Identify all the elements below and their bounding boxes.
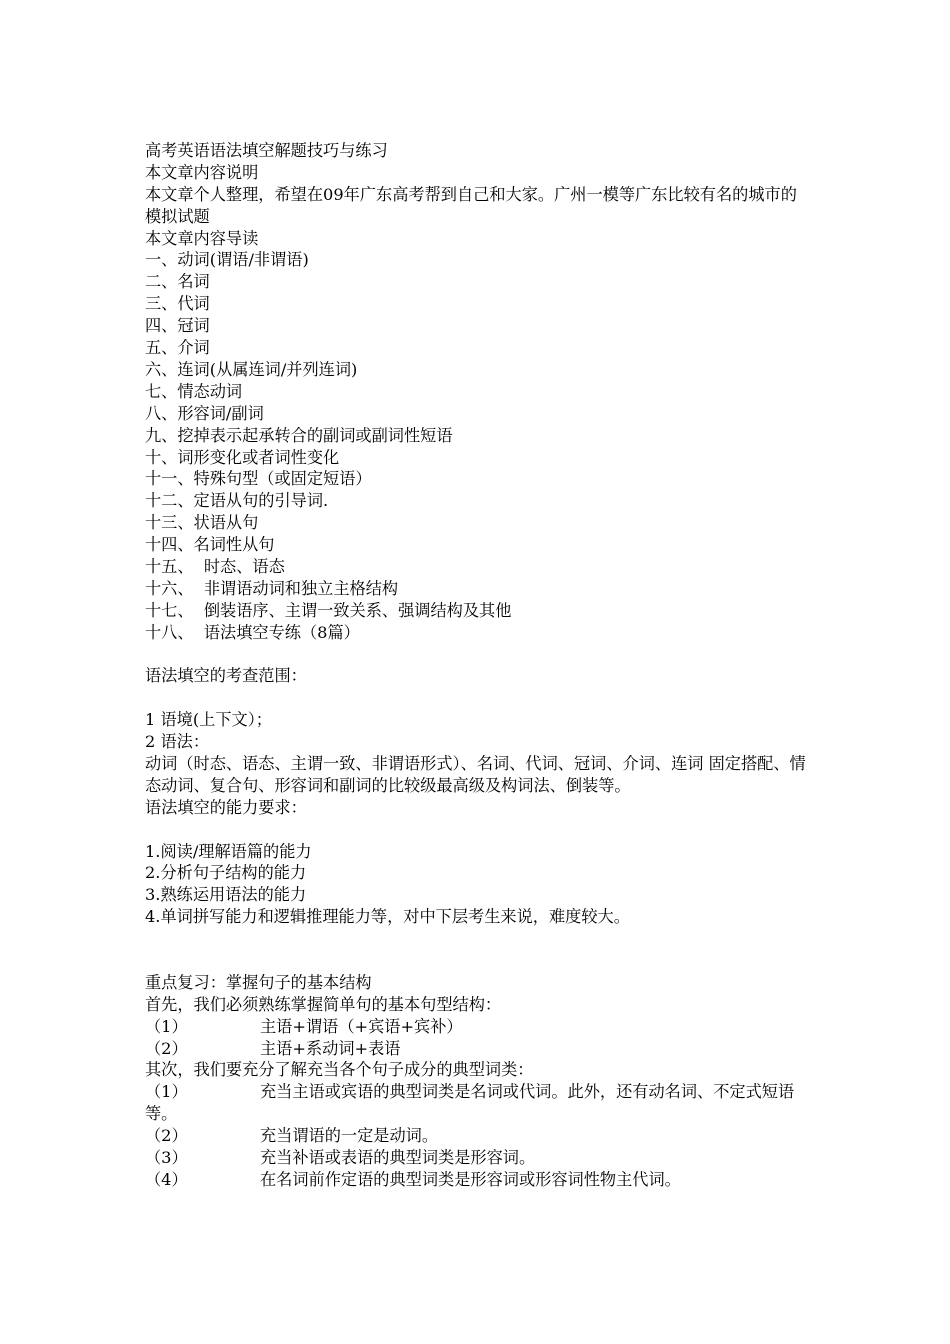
pattern-row: [145, 1016, 810, 1038]
spacer: [145, 644, 810, 666]
word-class-number: （3）: [145, 1148, 188, 1168]
ability-item: 2.分析句子结构的能力: [145, 863, 307, 883]
word-class-text: 充当谓语的一定是动词。: [260, 1126, 439, 1146]
word-class-number: （1）: [145, 1082, 188, 1102]
toc-item: 六、连词(从属连词/并列连词): [145, 359, 358, 379]
toc-item: 十二、定语从句的引导词.: [145, 491, 329, 511]
word-class-text: 在名词前作定语的典型词类是形容词或形容词性物主代词。: [260, 1169, 681, 1189]
toc-item: 十四、名词性从句: [145, 535, 275, 555]
word-class-row: [145, 1081, 810, 1125]
toc-item: 七、情态动词: [145, 381, 243, 401]
word-class-row: [145, 1125, 810, 1147]
guide-heading: 本文章内容导读: [145, 228, 259, 248]
toc-item: 八、形容词/副词: [145, 403, 264, 423]
pattern-row: [145, 1038, 810, 1060]
review-heading: 重点复习：掌握句子的基本结构: [145, 972, 372, 992]
pattern-text: 主语+系动词+表语: [260, 1038, 401, 1058]
scope-heading: 语法填空的考查范围：: [145, 666, 307, 686]
spacer: [145, 928, 810, 950]
ability-item: 1.阅读/理解语篇的能力: [145, 841, 312, 861]
toc-item: 一、动词(谓语/非谓语): [145, 250, 309, 270]
word-class-row: [145, 1169, 810, 1191]
scope-item: 1 语境(上下文）；: [145, 710, 272, 730]
toc-item: 十、词形变化或者词性变化: [145, 447, 340, 467]
toc-item: 十五、 时态、语态: [145, 556, 285, 576]
word-class-number: （2）: [145, 1126, 188, 1146]
spacer: [145, 687, 810, 709]
word-class-text: 充当补语或表语的典型词类是形容词。: [260, 1148, 536, 1168]
intro-text: 本文章个人整理，希望在09年广东高考帮到自己和大家。广州一模等广东比较有名的城市的模拟试题: [145, 184, 797, 226]
toc-item: 四、冠词: [145, 316, 210, 336]
pattern-number: （2）: [145, 1038, 188, 1058]
spacer: [145, 819, 810, 841]
pattern-text: 主语+谓语（+宾语+宾补）: [260, 1016, 463, 1036]
toc-item: 十八、 语法填空专练（8篇）: [145, 622, 360, 642]
table-of-contents: [145, 249, 810, 643]
toc-item: 十六、 非谓语动词和独立主格结构: [145, 578, 399, 598]
first-intro: 首先，我们必须熟练掌握简单句的基本句型结构：: [145, 994, 502, 1014]
word-class-row: [145, 1147, 810, 1169]
toc-item: 十三、状语从句: [145, 513, 259, 533]
toc-item: 三、代词: [145, 294, 210, 314]
toc-item: 十一、特殊句型（或固定短语）: [145, 469, 372, 489]
scope-item: 2 语法：: [145, 732, 210, 752]
toc-item: 二、名词: [145, 272, 210, 292]
second-intro: 其次，我们要充分了解充当各个句子成分的典型词类：: [145, 1060, 534, 1080]
toc-item: 五、介词: [145, 338, 210, 358]
document-title: 高考英语语法填空解题技巧与练习: [145, 141, 388, 160]
toc-item: 十七、 倒装语序、主谓一致关系、强调结构及其他: [145, 600, 512, 620]
spacer: [145, 950, 810, 972]
intro-heading: 本文章内容说明: [145, 162, 259, 182]
document-page: [145, 140, 810, 1191]
word-class-text: 充当主语或宾语的典型词类是名词或代词。此外，还有动名词、不定式短语等。: [145, 1082, 795, 1124]
scope-detail: 动词（时态、语态、主谓一致、非谓语形式）、名词、代词、冠词、介词、连词 固定搭配、情态动词、复合句、形容词和副词的比较级最高级及构词法、倒装等。: [145, 753, 806, 795]
pattern-number: （1）: [145, 1016, 188, 1036]
ability-item: 3.熟练运用语法的能力: [145, 885, 307, 905]
ability-heading: 语法填空的能力要求：: [145, 797, 307, 817]
toc-item: 九、挖掉表示起承转合的副词或副词性短语: [145, 425, 453, 445]
word-class-number: （4）: [145, 1169, 188, 1189]
ability-item: 4.单词拼写能力和逻辑推理能力等，对中下层考生来说，难度较大。: [145, 907, 630, 927]
